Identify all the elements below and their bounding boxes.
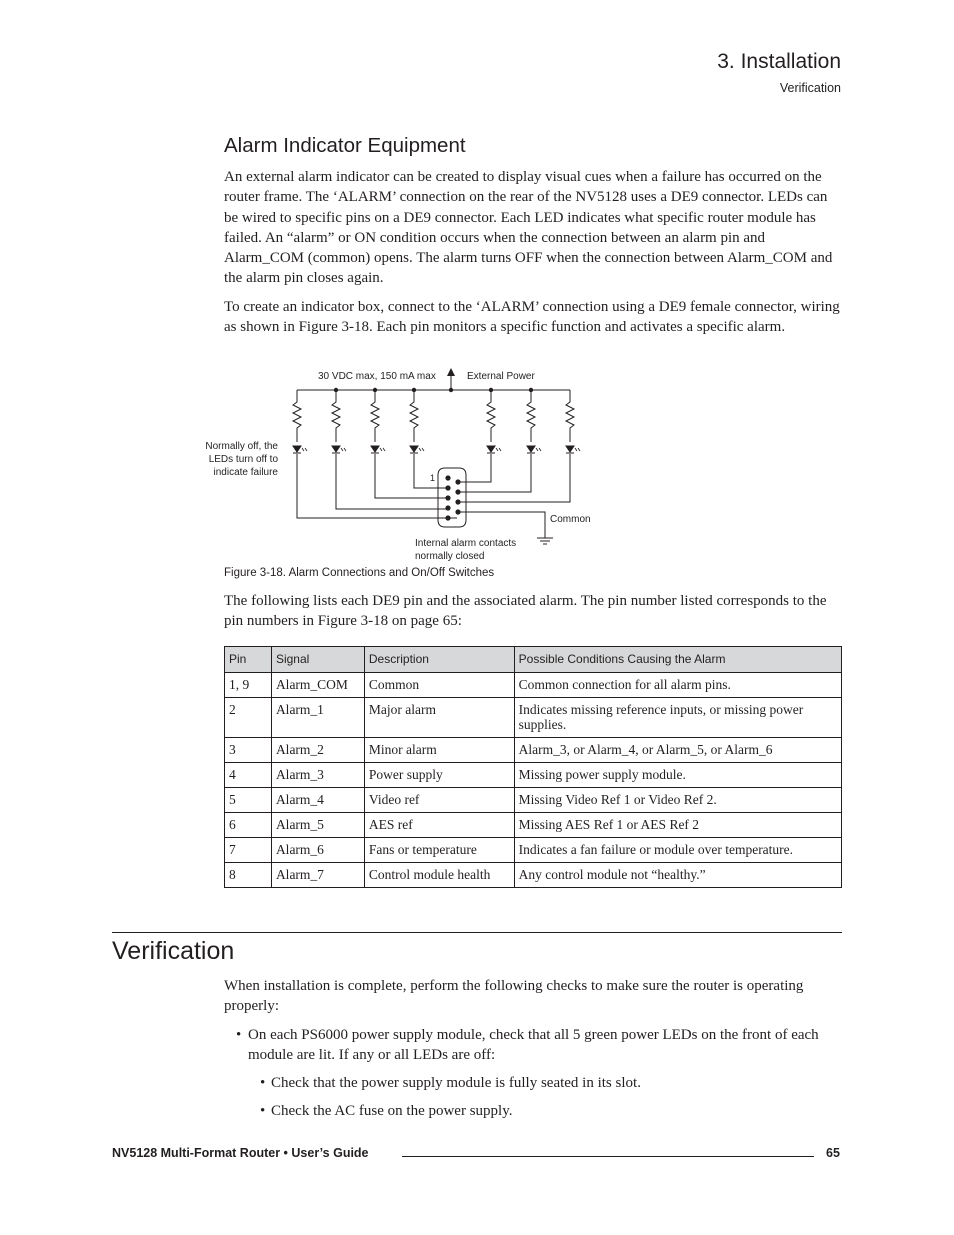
table-cell: 1, 9 [225,673,272,698]
table-cell: Alarm_4 [271,788,364,813]
common-label: Common [550,514,591,525]
power-arrow [447,368,455,376]
table-cell: AES ref [364,813,514,838]
footer-rule [402,1156,814,1157]
verification-heading: Verification [112,937,235,965]
table-cell: Missing power supply module. [514,763,841,788]
table-cell: 3 [225,738,272,763]
table-row [225,788,842,813]
table-cell: Common connection for all alarm pins. [514,673,841,698]
table-row [225,863,842,888]
table-row [225,838,842,863]
bullet-dot-icon: • [236,1027,242,1043]
table-cell: Any control module not “healthy.” [514,863,841,888]
alarm-wiring-diagram [195,362,605,567]
table-cell: 4 [225,763,272,788]
connector-pins [445,475,460,520]
table-cell: Video ref [364,788,514,813]
table-row [225,763,842,788]
contacts-note-line-2: normally closed [415,551,485,562]
led-note-line-1: Normally off, the [205,441,278,452]
table-cell: Alarm_6 [271,838,364,863]
table-cell: Alarm_1 [271,698,364,738]
led-note-line-2: LEDs turn off to [208,454,278,465]
table-row [225,698,842,738]
section-heading: Alarm Indicator Equipment [224,134,466,157]
table-cell: Indicates a fan failure or module over temperature. [514,838,841,863]
ground-symbol [537,538,553,544]
chapter-title: 3. Installation [717,50,841,73]
alarm-paragraph-2: To create an indicator box, connect to the ‘ALARM’ connection using a DE9 female connector, wiring as shown in Figure 3-18. Each pin monitors a specific function and activates a specific alarm. [224,299,840,336]
led-group [293,446,574,453]
table-cell: Alarm_COM [271,673,364,698]
table-cell: Minor alarm [364,738,514,763]
column-header: Signal [271,647,364,673]
table-header-row [225,647,842,673]
table-row [225,813,842,838]
pin-wires [297,454,570,538]
footer-title: NV5128 Multi-Format Router • User’s Guide [112,1146,369,1160]
table-cell: 7 [225,838,272,863]
table-cell: 2 [225,698,272,738]
alarm-paragraph-1: An external alarm indicator can be created to display visual cues when a failure has occurred on the router frame. The ‘ALARM’ connection on the rear of the NV5128 uses a DE9 connector. LEDs can be wired to specific pins on a DE9 connector. Each LED indicates what specific router module has failed. An “alarm” or ON condition occurs when the connection between an alarm pin and Alarm_COM (common) opens. The alarm turns OFF when the connection between Alarm_COM and the alarm pin closes again. [224,169,833,287]
table-cell: Alarm_3, or Alarm_4, or Alarm_5, or Alarm_6 [514,738,841,763]
external-power-label: External Power [467,371,535,382]
column-header: Pin [225,647,272,673]
table-cell: 5 [225,788,272,813]
alarm-paragraph-3: The following lists each DE9 pin and the associated alarm. The pin number listed corresponds to the pin numbers in Figure 3-18 on page 65: [224,593,827,630]
bullet-text: Check that the power supply module is fully seated in its slot. [271,1075,641,1091]
table-cell: Indicates missing reference inputs, or missing power supplies. [514,698,841,738]
section-subtitle: Verification [779,81,841,95]
table-cell: 8 [225,863,272,888]
led-emission-marks [302,448,580,451]
column-header: Description [364,647,514,673]
led-note-line-3: indicate failure [213,467,278,478]
table-row [225,673,842,698]
voltage-label: 30 VDC max, 150 mA max [318,371,436,382]
resistor-group [293,390,574,442]
table-cell: 6 [225,813,272,838]
alarm-pin-table [224,646,842,888]
sub-bullet-item [260,1073,840,1093]
table-cell: Alarm_5 [271,813,364,838]
bullet-item [236,1025,842,1066]
table-cell: Major alarm [364,698,514,738]
bullet-text: Check the AC fuse on the power supply. [271,1103,513,1119]
column-header: Possible Conditions Causing the Alarm [514,647,841,673]
pin-1-label: 1 [430,473,436,483]
table-cell: Missing Video Ref 1 or Video Ref 2. [514,788,841,813]
bullet-text: On each PS6000 power supply module, check that all 5 green power LEDs on the front of each module are lit. If any or all LEDs are off: [248,1027,819,1064]
section-divider [112,932,842,933]
sub-bullet-item [260,1101,840,1121]
verification-intro: When installation is complete, perform the following checks to make sure the router is operating properly: [224,978,804,1015]
table-cell: Common [364,673,514,698]
table-cell: Alarm_2 [271,738,364,763]
bullet-dot-icon: • [260,1075,266,1091]
table-cell: Alarm_3 [271,763,364,788]
table-cell: Missing AES Ref 1 or AES Ref 2 [514,813,841,838]
page-number: 65 [826,1146,840,1160]
table-row [225,738,842,763]
table-cell: Fans or temperature [364,838,514,863]
bullet-dot-icon: • [260,1103,266,1119]
table-cell: Power supply [364,763,514,788]
figure-caption: Figure 3-18. Alarm Connections and On/Off Switches [224,567,495,579]
contacts-note-line-1: Internal alarm contacts [415,538,517,549]
table-cell: Control module health [364,863,514,888]
table-cell: Alarm_7 [271,863,364,888]
